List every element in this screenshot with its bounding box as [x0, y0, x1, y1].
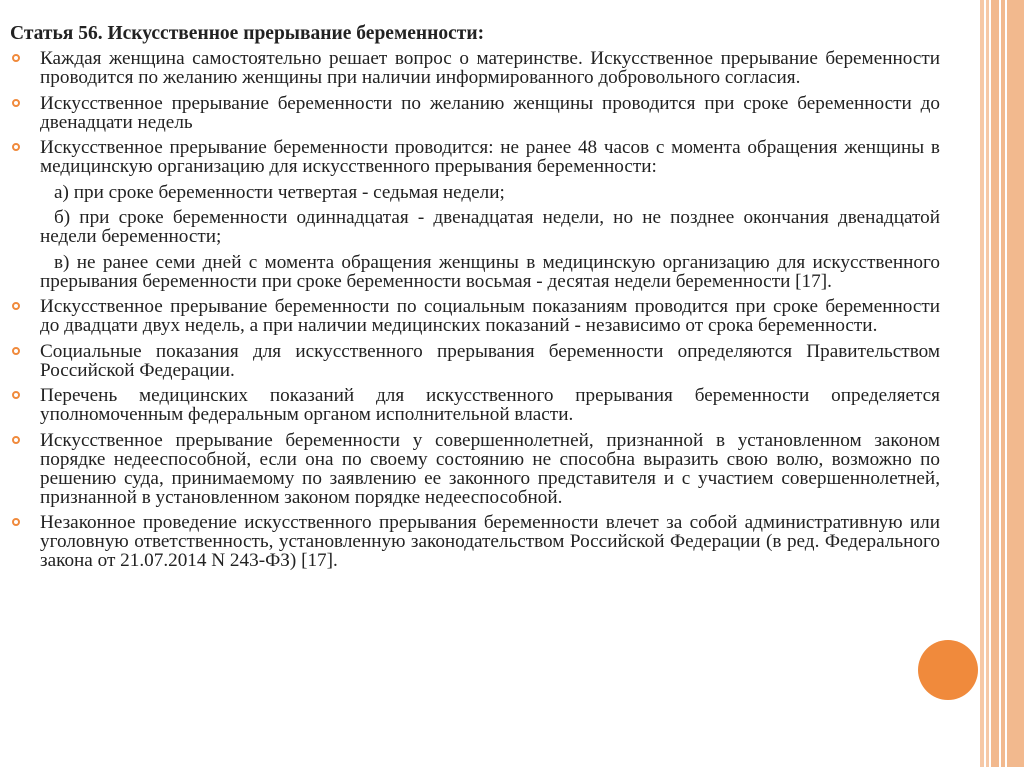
list-item-text: Искусственное прерывание беременности по социальным показаниям проводится при сроке беременности до двадцати двух недель, а при наличии медицинских показаний - независимо от срока беременности.	[40, 296, 940, 336]
list-item	[10, 49, 940, 87]
list-item-text: Перечень медицинских показаний для искусственного прерывания беременности определяется уполномоченным федеральным органом исполнительной власти.	[40, 385, 940, 425]
list-item-text: Каждая женщина самостоятельно решает вопрос о материнстве. Искусственное прерывание беременности проводится по желанию женщины при наличии информированного добровольного согласия.	[40, 48, 940, 88]
list-item	[10, 513, 940, 570]
list-item-text: Искусственное прерывание беременности у совершеннолетней, признанной в установленном законом порядке недееспособной, если она по своему состоянию не способна выразить свою волю, возможно по решению суда, принимаемому по заявлению ее законного представителя и с участием совершеннолетней, признанной в установленном законом порядке недееспособной.	[40, 429, 940, 508]
list-item	[10, 431, 940, 507]
bullet-icon	[12, 391, 20, 399]
list-item	[10, 342, 940, 380]
bullet-icon	[12, 347, 20, 355]
list-item-text: Искусственное прерывание беременности проводится: не ранее 48 часов с момента обращения женщины в медицинскую организацию для искусственного прерывания беременности:	[40, 137, 940, 177]
bullet-icon	[12, 143, 20, 151]
list-item-text: Социальные показания для искусственного прерывания беременности определяются Правительством Российской Федерации.	[40, 340, 940, 381]
page-title: Статья 56. Искусственное прерывание беременности:	[10, 23, 485, 44]
bullet-icon	[12, 436, 20, 444]
stripe-line	[999, 0, 1001, 767]
list-item	[10, 297, 940, 335]
decorative-circle	[918, 640, 978, 700]
bullet-icon	[12, 54, 20, 62]
list-item	[10, 386, 940, 424]
list-item	[10, 94, 940, 132]
slide-content	[10, 24, 940, 577]
list-item-text: Незаконное проведение искусственного прерывания беременности влечет за собой административную или уголовную ответственность, установленную законодательством Российской Федерации (в ред. Федерального закона от 21.07.2014 N 243-ФЗ) [17].	[40, 512, 940, 571]
sub-item: в) не ранее семи дней с момента обращения женщины в медицинскую организацию для искусственного прерывания беременности при сроке беременности восьмая - десятая недели беременности [17].	[40, 251, 940, 292]
sub-item: б) при сроке беременности одиннадцатая - двенадцатая недели, но не позднее окончания двенадцатой недели беременности;	[40, 207, 940, 247]
bullet-icon	[12, 302, 20, 310]
decorative-side-stripes	[974, 0, 1024, 767]
stripe-line	[1005, 0, 1007, 767]
bullet-icon	[12, 518, 20, 526]
sub-item: а) при сроке беременности четвертая - седьмая недели;	[54, 181, 505, 203]
bullet-icon	[12, 99, 20, 107]
list-item	[10, 138, 940, 176]
list-item-text: Искусственное прерывание беременности по желанию женщины проводится при сроке беременности до двенадцати недель	[40, 92, 940, 133]
